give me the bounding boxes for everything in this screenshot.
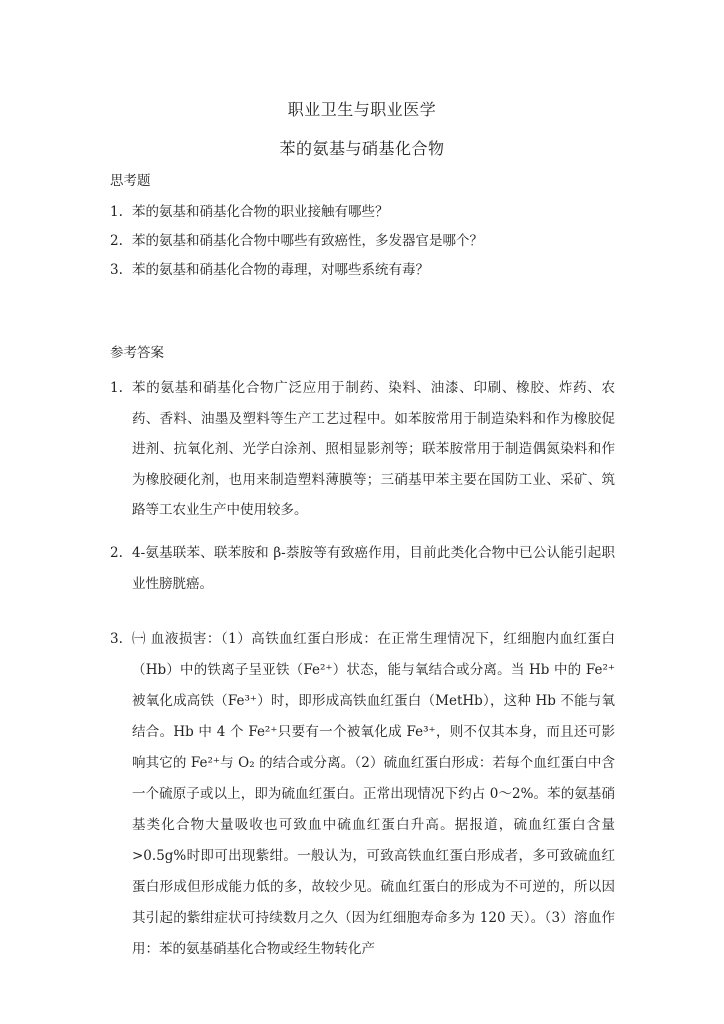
answer-text: 苯的氨基和硝基化合物广泛应用于制药、染料、油漆、印刷、橡胶、炸药、农药、香料、油墨及塑料等生产工艺过程中。如苯胺常用于制造染料和作为橡胶促进剂、抗氧化剂、光学白涂剂、照相显影剂等；联苯胺常用于制造偶氮染料和作为橡胶硬化剂，也用来制造塑料薄膜等；三硝基甲苯主要在国防工业、采矿、筑路等工农业生产中使用较多。 bbox=[132, 380, 615, 518]
answer-item bbox=[110, 624, 615, 965]
answer-number: 3. bbox=[110, 631, 123, 647]
question-number: 1. bbox=[110, 204, 123, 220]
answer-text: 4-氨基联苯、联苯胺和 β-萘胺等有致癌作用，目前此类化合物中已公认能引起职业性膀胱癌。 bbox=[132, 545, 615, 592]
question-item bbox=[110, 229, 483, 249]
question-number: 2. bbox=[110, 233, 123, 249]
answers-heading: 参考答案 bbox=[110, 345, 164, 361]
answer-item bbox=[110, 538, 615, 599]
document-title: 职业卫生与职业医学 bbox=[287, 100, 437, 119]
question-text: 苯的氨基和硝基化合物的职业接触有哪些？ bbox=[132, 204, 389, 220]
document-subtitle: 苯的氨基与硝基化合物 bbox=[279, 139, 445, 158]
question-text: 苯的氨基和硝基化合物中哪些有致癌性，多发器官是哪个？ bbox=[132, 233, 483, 249]
answer-text: ㈠ 血液损害：（1）高铁血红蛋白形成：在正常生理情况下，红细胞内血红蛋白（Hb）中的铁离子呈亚铁（Fe²⁺）状态，能与氧结合或分离。当 Hb 中的 Fe²⁺被氧化成高铁（Fe³⁺）时，即形成高铁血红蛋白（MetHb），这种 Hb 不能与氧结合。Hb 中 4 个 Fe²⁺只要有一个被氧化成 Fe³⁺，则不仅其本身，而且还可影响其它的 Fe²⁺与 O₂ 的结合或分离。（2）硫血红蛋白形成：若每个血红蛋白中含一个硫原子或以上，即为硫血红蛋白。正常出现情况下约占 0～2%。苯的氨基硝基类化合物大量吸收也可致血中硫血红蛋白升高。据报道，硫血红蛋白含量>0.5g%时即可出现紫绀。一般认为，可致高铁血红蛋白形成者，多可致硫血红蛋白形成但形成能力低的多，故较少见。硫血红蛋白的形成为不可逆的，所以因其引起的紫绀症状可持续数月之久（因为红细胞寿命多为 120 天）。（3）溶血作用：苯的氨基硝基化合物或经生物转化产 bbox=[132, 631, 615, 957]
answer-number: 1. bbox=[110, 380, 123, 396]
answer-item bbox=[110, 373, 615, 526]
answer-number: 2. bbox=[110, 545, 123, 561]
question-text: 苯的氨基和硝基化合物的毒理，对哪些系统有毒？ bbox=[132, 262, 429, 278]
questions-heading: 思考题 bbox=[110, 173, 151, 189]
question-item bbox=[110, 258, 429, 278]
question-number: 3. bbox=[110, 262, 123, 278]
question-item bbox=[110, 200, 389, 220]
